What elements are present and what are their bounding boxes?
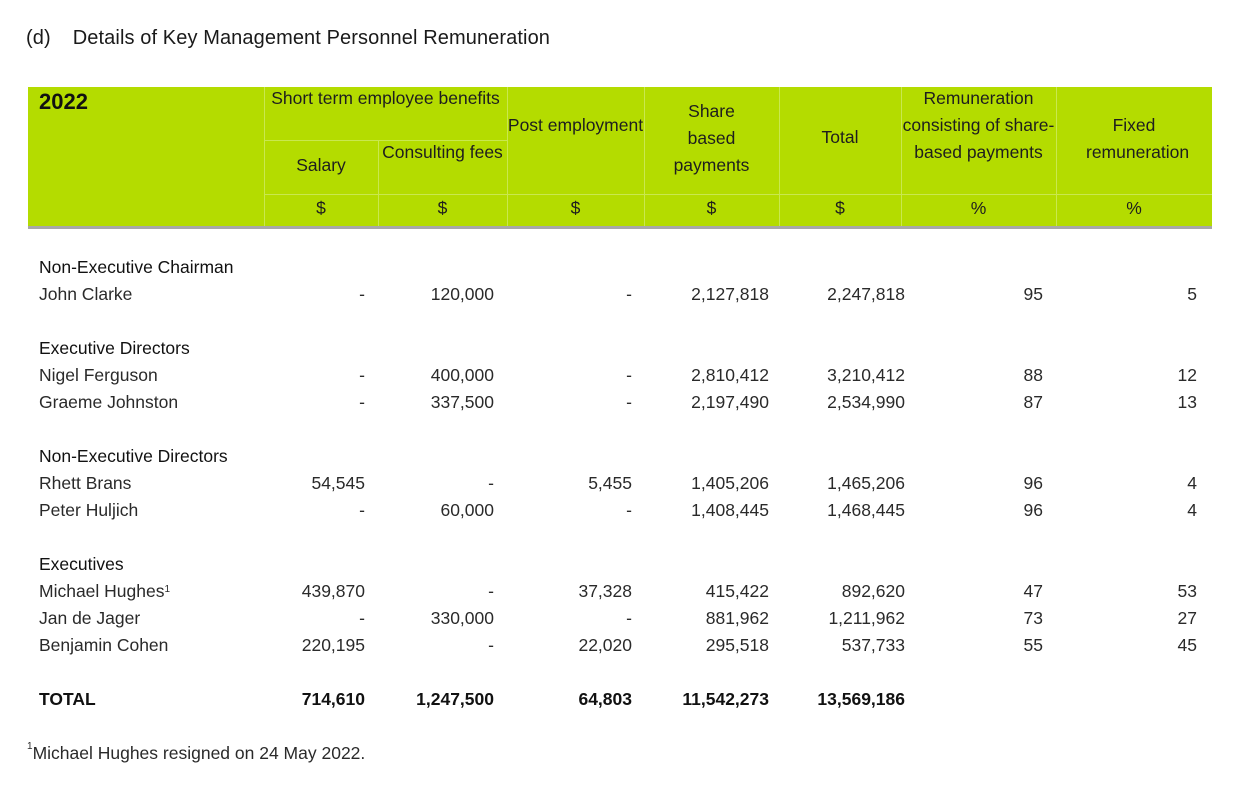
section-title-non-executive-chairman: Non-Executive Chairman [39, 257, 234, 277]
share-based-percent: 55 [1023, 635, 1043, 655]
unit-label: $ [570, 198, 581, 218]
share-based-percent: 88 [1023, 365, 1043, 385]
footnote [27, 743, 365, 764]
share-based-percent: 73 [1023, 608, 1043, 628]
footnote-marker: 1 [164, 584, 171, 595]
fixed-percent: 4 [1187, 473, 1197, 493]
share-based-percent: 95 [1023, 284, 1043, 304]
total-consulting-fees: 1,247,500 [416, 689, 494, 709]
header-share-based-payments: Share based payments [673, 101, 750, 175]
table-header [28, 87, 1212, 229]
consulting-fees-value: - [488, 581, 494, 601]
section-title: Details of Key Management Personnel Remuneration [72, 27, 551, 49]
table-row [0, 605, 1233, 632]
total-value: 3,210,412 [827, 365, 905, 385]
total-post-employment: 64,803 [578, 689, 632, 709]
share-based-value: 415,422 [705, 581, 769, 601]
total-total: 13,569,186 [817, 689, 905, 709]
salary-value: 220,195 [301, 635, 365, 655]
consulting-fees-value: - [488, 635, 494, 655]
table-row [0, 362, 1233, 389]
person-name-text: Michael Hughes [39, 581, 165, 601]
salary-value: - [359, 365, 365, 385]
header-total: Total [821, 127, 859, 147]
salary-value: 439,870 [301, 581, 365, 601]
post-employment-value: 37,328 [578, 581, 632, 601]
unit-label: % [970, 198, 987, 218]
post-employment-value: - [626, 284, 632, 304]
header-post-employment: Post employment [507, 115, 644, 135]
table-row [0, 578, 1233, 605]
share-based-value: 295,518 [705, 635, 769, 655]
share-based-value: 1,405,206 [691, 473, 769, 493]
table-row [0, 497, 1233, 524]
total-salary: 714,610 [301, 689, 365, 709]
footnote-text: Michael Hughes resigned on 24 May 2022. [32, 743, 366, 763]
unit-label: $ [706, 198, 717, 218]
consulting-fees-value: 337,500 [430, 392, 494, 412]
consulting-fees-value: - [488, 473, 494, 493]
salary-value: 54,545 [311, 473, 365, 493]
header-fixed-remuneration: Fixed remuneration [1086, 115, 1190, 162]
total-value: 1,211,962 [828, 608, 905, 628]
salary-value: - [359, 392, 365, 412]
footnote-marker: 1 [27, 741, 33, 752]
person-name: Benjamin Cohen [39, 635, 169, 655]
post-employment-value: - [626, 392, 632, 412]
header-remuneration-share-based: Remuneration consisting of share-based payments [902, 88, 1055, 162]
share-based-value: 2,197,490 [691, 392, 769, 412]
total-value: 537,733 [841, 635, 905, 655]
unit-label: $ [437, 198, 448, 218]
section-title-non-executive-directors: Non-Executive Directors [39, 446, 228, 466]
post-employment-value: 22,020 [578, 635, 632, 655]
total-value: 2,247,818 [827, 284, 905, 304]
share-based-value: 881,962 [705, 608, 769, 628]
fixed-percent: 12 [1177, 365, 1197, 385]
consulting-fees-value: 60,000 [440, 500, 494, 520]
total-share-based: 11,542,273 [682, 689, 769, 709]
header-salary: Salary [296, 155, 346, 175]
section-title-executives: Executives [39, 554, 124, 574]
share-based-value: 2,810,412 [691, 365, 769, 385]
table-row [0, 389, 1233, 416]
person-name: John Clarke [39, 284, 133, 304]
share-based-percent: 87 [1023, 392, 1043, 412]
unit-label: % [1126, 198, 1142, 218]
person-name: Peter Huljich [39, 500, 139, 520]
fixed-percent: 13 [1177, 392, 1197, 412]
header-short-term-benefits: Short term employee benefits [271, 88, 500, 108]
table-row [0, 470, 1233, 497]
person-name: Graeme Johnston [39, 392, 179, 412]
share-based-value: 2,127,818 [691, 284, 769, 304]
post-employment-value: 5,455 [588, 473, 632, 493]
unit-label: $ [835, 198, 845, 218]
salary-value: - [359, 608, 365, 628]
total-label: TOTAL [39, 689, 96, 709]
salary-value: - [359, 500, 365, 520]
section-letter: (d) [26, 27, 51, 49]
share-based-percent: 96 [1023, 500, 1043, 520]
person-name [39, 578, 170, 605]
person-name: Jan de Jager [39, 608, 141, 628]
section-title-executive-directors: Executive Directors [39, 338, 190, 358]
post-employment-value: - [626, 608, 632, 628]
year-label: 2022 [39, 89, 88, 114]
total-value: 892,620 [841, 581, 905, 601]
person-name: Nigel Ferguson [39, 365, 158, 385]
unit-label: $ [316, 198, 326, 218]
person-name: Rhett Brans [39, 473, 132, 493]
total-value: 2,534,990 [827, 392, 905, 412]
consulting-fees-value: 400,000 [430, 365, 494, 385]
section-heading [26, 27, 550, 50]
share-based-value: 1,408,445 [691, 500, 769, 520]
fixed-percent: 4 [1187, 500, 1197, 520]
fixed-percent: 45 [1177, 635, 1197, 655]
fixed-percent: 53 [1177, 581, 1197, 601]
table-row [0, 281, 1233, 308]
share-based-percent: 96 [1023, 473, 1043, 493]
table-row [0, 632, 1233, 659]
consulting-fees-value: 120,000 [430, 284, 494, 304]
total-value: 1,465,206 [827, 473, 905, 493]
salary-value: - [359, 284, 365, 304]
post-employment-value: - [626, 500, 632, 520]
total-row [0, 686, 1233, 713]
share-based-percent: 47 [1023, 581, 1043, 601]
header-consulting-fees: Consulting fees [382, 142, 503, 162]
total-value: 1,468,445 [827, 500, 905, 520]
fixed-percent: 27 [1177, 608, 1197, 628]
consulting-fees-value: 330,000 [430, 608, 494, 628]
post-employment-value: - [626, 365, 632, 385]
fixed-percent: 5 [1187, 284, 1197, 304]
